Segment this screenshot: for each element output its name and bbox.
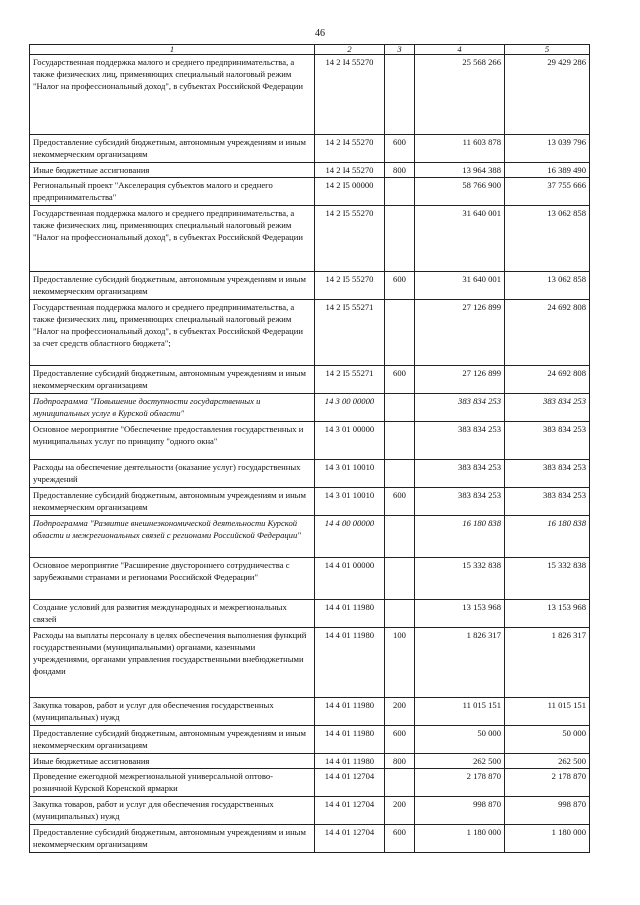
cell-expense-type [385, 460, 415, 488]
cell-amount-year1: 27 126 899 [415, 300, 505, 366]
cell-amount-year1: 1 180 000 [415, 825, 505, 853]
cell-amount-year2: 998 870 [505, 797, 590, 825]
cell-expense-type: 100 [385, 628, 415, 698]
table-row [30, 754, 590, 769]
table-row [30, 600, 590, 628]
cell-code: 14 3 01 00000 [315, 422, 385, 460]
cell-name: Проведение ежегодной межрегиональной универсальной оптово-розничной Курской Коренской ярмарки [30, 769, 315, 797]
cell-expense-type [385, 55, 415, 135]
cell-expense-type [385, 600, 415, 628]
table-row [30, 488, 590, 516]
cell-expense-type [385, 769, 415, 797]
cell-name: Иные бюджетные ассигнования [30, 163, 315, 178]
cell-expense-type: 600 [385, 825, 415, 853]
cell-name: Подпрограмма "Повышение доступности государственных и муниципальных услуг в Курской области" [30, 394, 315, 422]
table-row [30, 135, 590, 163]
cell-amount-year1: 11 603 878 [415, 135, 505, 163]
header-col-year2: 5 [505, 45, 590, 55]
table-row [30, 825, 590, 853]
cell-expense-type [385, 178, 415, 206]
table-body [30, 55, 590, 853]
cell-code: 14 2 I4 55270 [315, 163, 385, 178]
cell-code: 14 2 I5 55271 [315, 366, 385, 394]
cell-name: Предоставление субсидий бюджетным, автономным учреждениям и иным некоммерческим организациям [30, 726, 315, 754]
cell-code: 14 4 00 00000 [315, 516, 385, 558]
cell-amount-year1: 11 015 151 [415, 698, 505, 726]
cell-amount-year2: 24 692 808 [505, 366, 590, 394]
cell-amount-year1: 383 834 253 [415, 488, 505, 516]
cell-amount-year2: 16 180 838 [505, 516, 590, 558]
table-row [30, 394, 590, 422]
cell-amount-year1: 1 826 317 [415, 628, 505, 698]
cell-name: Создание условий для развития международных и межрегиональных связей [30, 600, 315, 628]
cell-amount-year2: 383 834 253 [505, 488, 590, 516]
cell-code: 14 4 01 11980 [315, 600, 385, 628]
header-col-vr: 3 [385, 45, 415, 55]
cell-code: 14 2 I4 55270 [315, 55, 385, 135]
cell-amount-year2: 13 039 796 [505, 135, 590, 163]
cell-code: 14 4 01 11980 [315, 698, 385, 726]
cell-code: 14 4 01 11980 [315, 628, 385, 698]
cell-expense-type: 600 [385, 488, 415, 516]
cell-name: Предоставление субсидий бюджетным, автономным учреждениям и иным некоммерческим организациям [30, 272, 315, 300]
cell-name: Предоставление субсидий бюджетным, автономным учреждениям и иным некоммерческим организациям [30, 366, 315, 394]
cell-name: Основное мероприятие "Расширение двустороннего сотрудничества с зарубежными странами и регионами Российской Федерации" [30, 558, 315, 600]
cell-expense-type: 800 [385, 163, 415, 178]
cell-name: Иные бюджетные ассигнования [30, 754, 315, 769]
page-number: 46 [315, 28, 325, 39]
cell-amount-year1: 15 332 838 [415, 558, 505, 600]
cell-expense-type: 600 [385, 272, 415, 300]
cell-amount-year1: 31 640 001 [415, 272, 505, 300]
cell-amount-year1: 383 834 253 [415, 460, 505, 488]
cell-code: 14 2 I5 00000 [315, 178, 385, 206]
cell-name: Государственная поддержка малого и среднего предпринимательства, а также физических лиц, применяющих специальный налоговый режим "Налог на профессиональный доход", в субъектах Российской Федерации [30, 55, 315, 135]
cell-name: Государственная поддержка малого и среднего предпринимательства, а также физических лиц, применяющих специальный налоговый режим "Налог на профессиональный доход", в субъектах Российской Федерации за счет средств областного бюджета"; [30, 300, 315, 366]
cell-amount-year2: 2 178 870 [505, 769, 590, 797]
cell-amount-year1: 27 126 899 [415, 366, 505, 394]
table-row [30, 516, 590, 558]
cell-amount-year2: 262 500 [505, 754, 590, 769]
cell-code: 14 2 I5 55270 [315, 206, 385, 272]
table-row [30, 769, 590, 797]
cell-expense-type: 200 [385, 698, 415, 726]
cell-amount-year2: 383 834 253 [505, 460, 590, 488]
cell-amount-year1: 262 500 [415, 754, 505, 769]
table-row [30, 628, 590, 698]
cell-name: Предоставление субсидий бюджетным, автономным учреждениям и иным некоммерческим организациям [30, 135, 315, 163]
cell-name: Государственная поддержка малого и среднего предпринимательства, а также физических лиц, применяющих специальный налоговый режим "Налог на профессиональный доход", в субъектах Российской Федерации [30, 206, 315, 272]
table-row [30, 272, 590, 300]
cell-amount-year2: 50 000 [505, 726, 590, 754]
cell-name: Региональный проект "Акселерация субъектов малого и среднего предпринимательства" [30, 178, 315, 206]
table-row [30, 726, 590, 754]
cell-code: 14 3 00 00000 [315, 394, 385, 422]
cell-code: 14 4 01 00000 [315, 558, 385, 600]
header-col-name: 1 [30, 45, 315, 55]
cell-code: 14 4 01 12704 [315, 825, 385, 853]
table-row [30, 797, 590, 825]
cell-code: 14 3 01 10010 [315, 460, 385, 488]
cell-amount-year1: 383 834 253 [415, 422, 505, 460]
table-row [30, 300, 590, 366]
cell-expense-type [385, 516, 415, 558]
cell-name: Подпрограмма "Развитие внешнеэкономической деятельности Курской области и межрегиональных связей с регионами Российской Федерации" [30, 516, 315, 558]
cell-name: Предоставление субсидий бюджетным, автономным учреждениям и иным некоммерческим организациям [30, 488, 315, 516]
table-row [30, 698, 590, 726]
cell-code: 14 2 I5 55271 [315, 300, 385, 366]
cell-expense-type: 600 [385, 726, 415, 754]
header-col-code: 2 [315, 45, 385, 55]
cell-amount-year2: 1 180 000 [505, 825, 590, 853]
cell-code: 14 4 01 12704 [315, 797, 385, 825]
cell-code: 14 4 01 12704 [315, 769, 385, 797]
budget-table [29, 44, 590, 853]
cell-expense-type: 200 [385, 797, 415, 825]
cell-amount-year1: 16 180 838 [415, 516, 505, 558]
table-row [30, 163, 590, 178]
cell-code: 14 2 I4 55270 [315, 135, 385, 163]
cell-amount-year2: 1 826 317 [505, 628, 590, 698]
cell-amount-year2: 383 834 253 [505, 422, 590, 460]
table-row [30, 422, 590, 460]
cell-name: Основное мероприятие "Обеспечение предоставления государственных и муниципальных услуг по принципу "одного окна" [30, 422, 315, 460]
cell-expense-type [385, 558, 415, 600]
cell-expense-type: 800 [385, 754, 415, 769]
cell-name: Закупка товаров, работ и услуг для обеспечения государственных (муниципальных) нужд [30, 797, 315, 825]
cell-expense-type: 600 [385, 135, 415, 163]
cell-amount-year2: 37 755 666 [505, 178, 590, 206]
cell-amount-year1: 383 834 253 [415, 394, 505, 422]
cell-amount-year1: 50 000 [415, 726, 505, 754]
cell-amount-year1: 13 964 388 [415, 163, 505, 178]
cell-amount-year1: 25 568 266 [415, 55, 505, 135]
cell-amount-year1: 31 640 001 [415, 206, 505, 272]
cell-name: Закупка товаров, работ и услуг для обеспечения государственных (муниципальных) нужд [30, 698, 315, 726]
table-row [30, 460, 590, 488]
cell-expense-type [385, 394, 415, 422]
cell-code: 14 4 01 11980 [315, 726, 385, 754]
cell-expense-type [385, 206, 415, 272]
cell-name: Расходы на обеспечение деятельности (оказание услуг) государственных учреждений [30, 460, 315, 488]
cell-code: 14 2 I5 55270 [315, 272, 385, 300]
cell-expense-type [385, 300, 415, 366]
cell-amount-year2: 29 429 286 [505, 55, 590, 135]
cell-amount-year2: 383 834 253 [505, 394, 590, 422]
table-row [30, 178, 590, 206]
cell-amount-year2: 11 015 151 [505, 698, 590, 726]
cell-amount-year2: 13 062 858 [505, 206, 590, 272]
cell-name: Предоставление субсидий бюджетным, автономным учреждениям и иным некоммерческим организациям [30, 825, 315, 853]
cell-amount-year2: 16 389 490 [505, 163, 590, 178]
cell-code: 14 4 01 11980 [315, 754, 385, 769]
table-row [30, 366, 590, 394]
cell-code: 14 3 01 10010 [315, 488, 385, 516]
cell-expense-type: 600 [385, 366, 415, 394]
table-row [30, 206, 590, 272]
table-header-row [30, 45, 590, 55]
cell-amount-year1: 58 766 900 [415, 178, 505, 206]
cell-amount-year1: 998 870 [415, 797, 505, 825]
cell-amount-year2: 13 062 858 [505, 272, 590, 300]
cell-expense-type [385, 422, 415, 460]
header-col-year1: 4 [415, 45, 505, 55]
table-row [30, 558, 590, 600]
cell-name: Расходы на выплаты персоналу в целях обеспечения выполнения функций государственными (муниципальными) органами, казенными учреждениями, органами управления государственными внебюджетными фондами [30, 628, 315, 698]
table-row [30, 55, 590, 135]
cell-amount-year1: 2 178 870 [415, 769, 505, 797]
cell-amount-year2: 24 692 808 [505, 300, 590, 366]
cell-amount-year2: 13 153 968 [505, 600, 590, 628]
cell-amount-year2: 15 332 838 [505, 558, 590, 600]
cell-amount-year1: 13 153 968 [415, 600, 505, 628]
